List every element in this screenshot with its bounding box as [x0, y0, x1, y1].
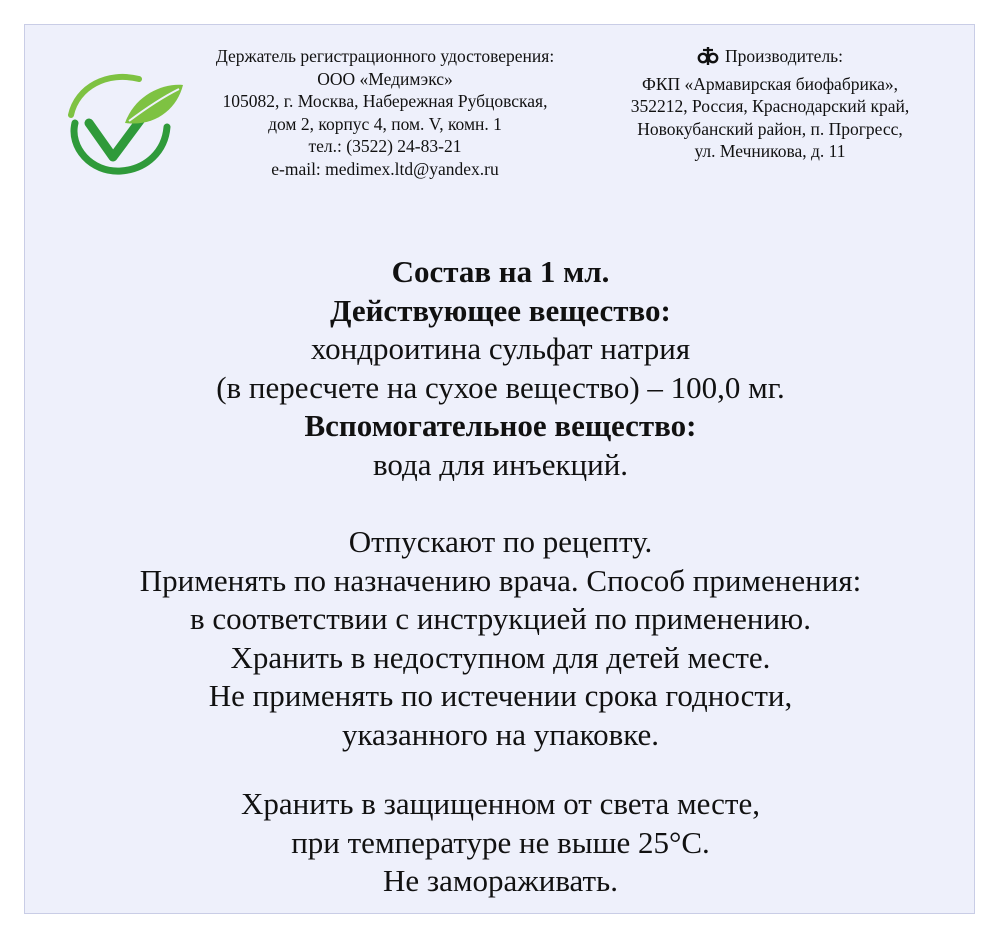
- active-substance-name: хондроитина сульфат натрия: [310, 331, 691, 366]
- active-substance-heading: Действующее вещество:: [330, 292, 671, 328]
- holder-line: дом 2, корпус 4, пом. V, комн. 1: [268, 113, 502, 134]
- excipient-name: вода для инъекций.: [372, 446, 629, 482]
- medicine-label: [24, 24, 975, 914]
- manufacturer-line: ФКП «Армавирская биофабрика»,: [642, 73, 898, 94]
- manufacturer-line: 352212, Россия, Краснодарский край,: [630, 96, 910, 117]
- manufacturer-logo-icon: [697, 45, 719, 67]
- dispensing-line: указанного на упаковке.: [341, 716, 660, 752]
- storage-line: Не замораживать.: [383, 863, 618, 898]
- holder-email: e-mail: medimex.ltd@yandex.ru: [271, 158, 499, 179]
- dispensing-block: [25, 523, 976, 754]
- registration-holder-block: [165, 45, 605, 180]
- storage-line: Хранить в защищенном от света месте,: [241, 786, 760, 821]
- manufacturer-line: ул. Мечникова, д. 11: [694, 141, 846, 162]
- dispensing-line: Не применять по истечении срока годности,: [208, 678, 793, 713]
- holder-line: ООО «Медимэкс»: [317, 68, 453, 89]
- dispensing-line: в соответствии с инструкцией по применению.: [190, 601, 811, 636]
- composition-block: [25, 253, 976, 484]
- holder-line: 105082, г. Москва, Набережная Рубцовская,: [222, 91, 548, 111]
- composition-title: Состав на 1 мл.: [391, 254, 610, 289]
- manufacturer-block: [585, 45, 955, 163]
- manufacturer-line: Новокубанский район, п. Прогресс,: [637, 118, 903, 139]
- dispensing-line: Хранить в недоступном для детей месте.: [230, 639, 771, 675]
- holder-line: тел.: (3522) 24-83-21: [308, 136, 462, 156]
- storage-block: [25, 785, 976, 901]
- holder-line: Держатель регистрационного удостоверения:: [215, 46, 555, 66]
- manufacturer-heading: Производитель:: [724, 46, 844, 66]
- dispensing-line: Отпускают по рецепту.: [348, 524, 653, 559]
- excipient-heading: Вспомогательное вещество:: [304, 408, 697, 443]
- storage-line: при температуре не выше 25°С.: [291, 824, 710, 860]
- dispensing-line: Применять по назначению врача. Способ применения:: [139, 562, 862, 598]
- active-substance-amount: (в пересчете на сухое вещество) – 100,0 мг.: [216, 369, 785, 405]
